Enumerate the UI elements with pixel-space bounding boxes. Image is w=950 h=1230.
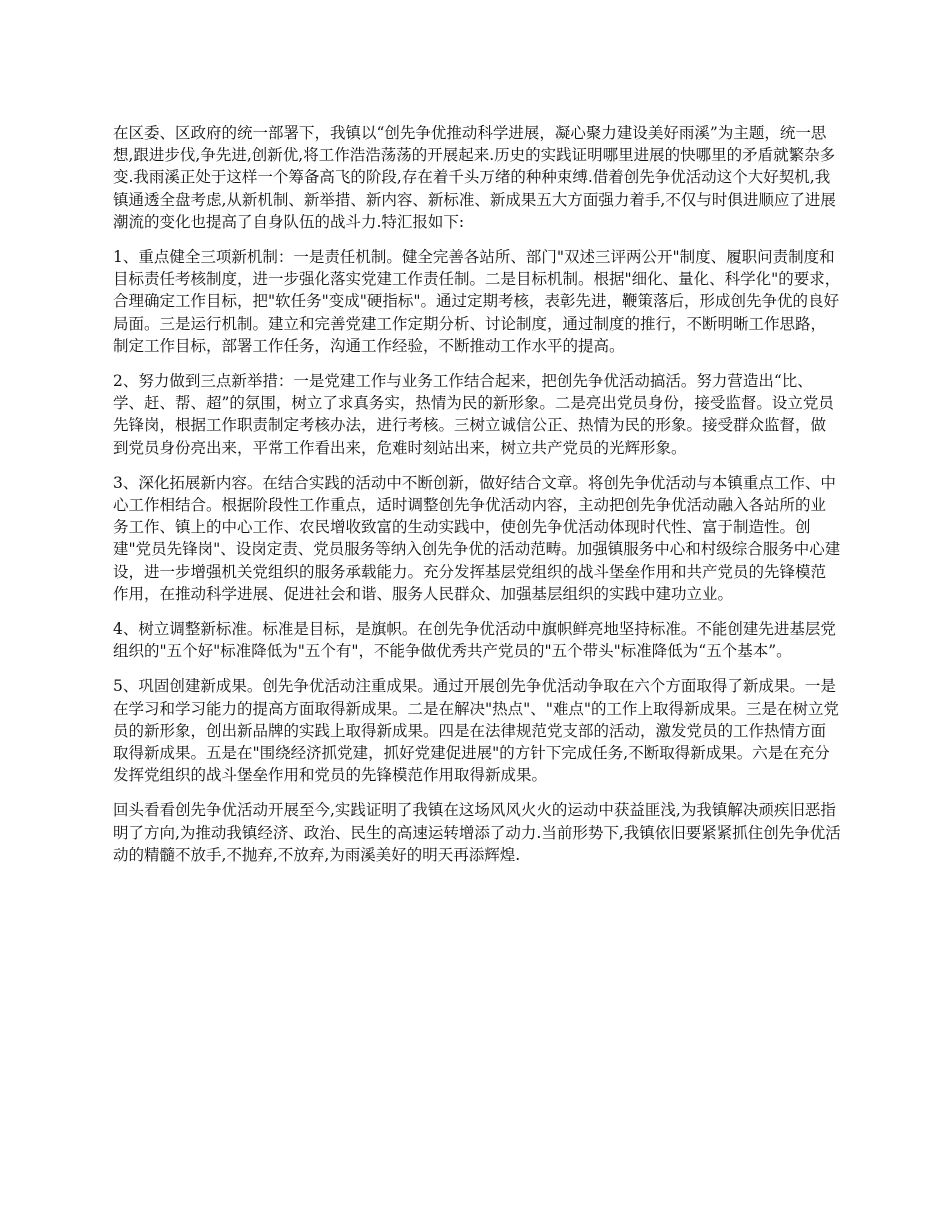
intro-paragraph: 在区委、区政府的统一部署下，我镇以“创先争优推动科学进展，凝心聚力建设美好雨溪”为主题，统一思想,跟进步伐,争先进,创新优,将工作浩浩荡荡的开展起来.历史的实践证明哪里进展的快哪里的矛盾就繁杂多变.我雨溪正处于这样一个筹备高飞的阶段,存在着千头万绪的种种束缚.借着创先争优活动这个大好契机,我镇通透全盘考虑,从新机制、新举措、新内容、新标准、新成果五大方面强力着手,不仅与时俱进顺应了进展潮流的变化也提高了自身队伍的战斗力.特汇报如下: [113,124,836,231]
mechanism-paragraph: 1、重点健全三项新机制：一是责任机制。健全完善各站所、部门"双述三评两公开"制度、履职问责制度和目标责任考核制度，进一步强化落实党建工作责任制。二是目标机制。根据"细化、量化、科学化"的要求，合理确定工作目标，把"软任务"变成"硬指标"。通过定期考核，表彰先进，鞭策落后，形成创先争优的良好局面。三是运行机制。建立和完善党建工作定期分析、讨论制度，通过制度的推行，不断明晰工作思路，制定工作目标，部署工作任务，沟通工作经验，不断推动工作水平的提高。 [113,248,841,355]
results-paragraph: 5、巩固创建新成果。创先争优活动注重成果。通过开展创先争优活动争取在六个方面取得了新成果。一是在学习和学习能力的提高方面取得新成果。二是在解决"热点"、"难点"的工作上取得新成果。三是在树立党员的新形象，创出新品牌的实践上取得新成果。四是在法律规范党支部的活动，激发党员的工作热情方面取得新成果。五是在"围绕经济抓党建，抓好党建促进展"的方针下完成任务,不断取得新成果。六是在充分发挥党组织的战斗堡垒作用和党员的先锋模范作用取得新成果。 [113,677,840,785]
conclusion-paragraph: 回头看看创先争优活动开展至今,实践证明了我镇在这场风风火火的运动中获益匪浅,为我镇解决顽疾旧恶指明了方向,为推动我镇经济、政治、民生的高速运转增添了动力.当前形势下,我镇依旧要紧紧抓住创先争优活动的精髓不放手,不抛弃,不放弃,为雨溪美好的明天再添辉煌. [113,801,841,864]
standards-paragraph: 4、树立调整新标准。标准是目标，是旗帜。在创先争优活动中旗帜鲜亮地坚持标准。不能创建先进基层党组织的"五个好"标准降低为"五个有"，不能争做优秀共产党员的"五个带头"标准降低为“五个基本”。 [113,620,836,661]
content-paragraph: 3、深化拓展新内容。在结合实践的活动中不断创新，做好结合文章。将创先争优活动与本镇重点工作、中心工作相结合。根据阶段性工作重点，适时调整创先争优活动内容，主动把创先争优活动融入各站所的业务工作、镇上的中心工作、农民增收致富的生动实践中，使创先争优活动体现时代性、富于制造性。创建"党员先锋岗"、设岗定责、党员服务等纳入创先争优的活动范畴。加强镇服务中心和村级综合服务中心建设，进一步增强机关党组织的服务承载能力。充分发挥基层党组织的战斗堡垒作用和共产党员的先锋模范作用，在推动科学进展、促进社会和谐、服务人民群众、加强基层组织的实践中建功立业。 [113,473,841,603]
measures-paragraph: 2、努力做到三点新举措：一是党建工作与业务工作结合起来，把创先争优活动搞活。努力营造出“比、学、赶、帮、超”的氛围，树立了求真务实，热情为民的新形象。二是亮出党员身份，接受监督。设立党员先锋岗，根据工作职责制定考核办法，进行考核。三树立诚信公正、热情为民的形象。接受群众监督，做到党员身份亮出来，平常工作看出来，危难时刻站出来，树立共产党员的光辉形象。 [113,372,834,457]
document-body [113,122,841,879]
